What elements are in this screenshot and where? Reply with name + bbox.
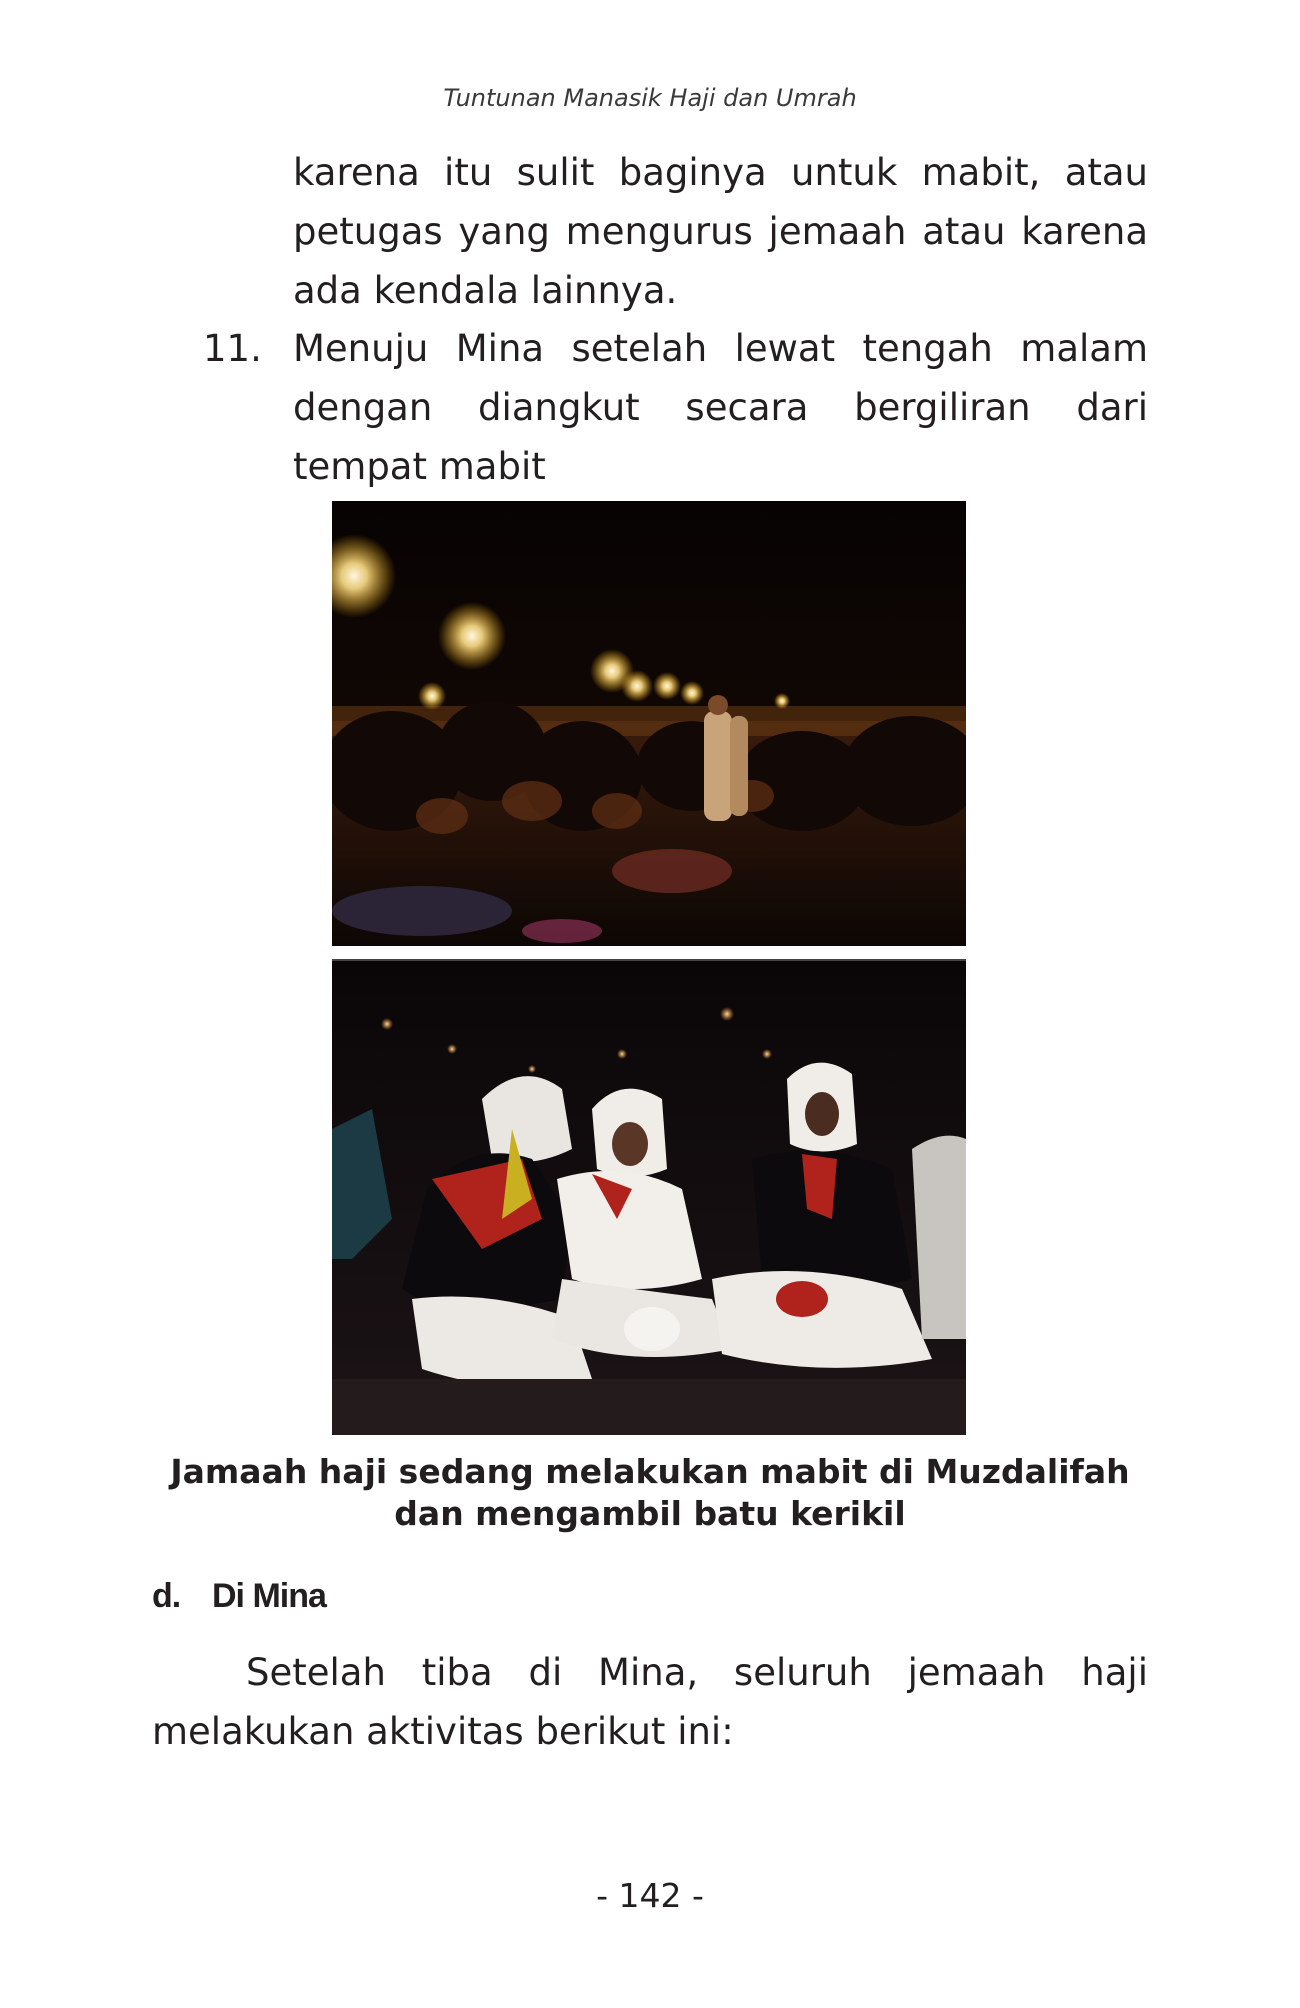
section-paragraph: Setelah tiba di Mina, seluruh jemaah haji melakukan aktivitas berikut ini: [152, 1651, 1148, 1753]
list-item-text: Menuju Mina setelah lewat tengah malam dengan diangkut secara bergiliran dari tempat mabit [293, 327, 1148, 488]
list-item-number: 11. [203, 327, 262, 370]
section-heading [152, 1577, 326, 1616]
pilgrims-sitting-photo [332, 959, 966, 1435]
page-number: - 142 - [596, 1876, 704, 1915]
continuation-paragraph: karena itu sulit baginya untuk mabit, atau petugas yang mengurus jemaah atau karena ada kendala lainnya. [293, 151, 1148, 312]
pilgrims-sitting-image [332, 959, 966, 1435]
list-item [203, 319, 1148, 496]
caption-line-2: dan mengambil batu kerikil [394, 1494, 906, 1533]
caption-line-1: Jamaah haji sedang melakukan mabit di Muzdalifah [170, 1452, 1130, 1491]
night-crowd-photo [332, 501, 966, 946]
night-crowd-image [332, 501, 966, 946]
running-header: Tuntunan Manasik Haji dan Umrah [443, 84, 857, 112]
figure-caption [150, 1451, 1150, 1535]
section-letter: d. [152, 1577, 181, 1615]
section-title: Di Mina [212, 1577, 326, 1615]
